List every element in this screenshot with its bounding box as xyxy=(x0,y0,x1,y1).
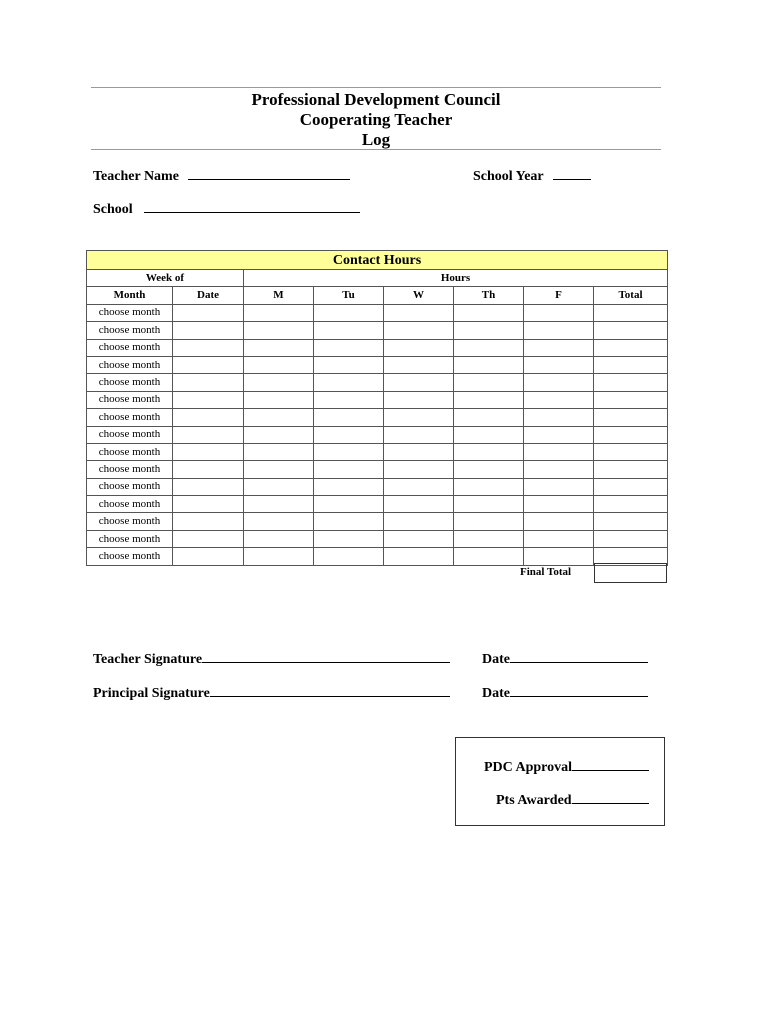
date-cell[interactable] xyxy=(173,548,244,565)
col-header-th: Th xyxy=(454,287,524,304)
title-line-2: Cooperating Teacher xyxy=(299,110,453,129)
col-header-tu: Tu xyxy=(314,287,384,304)
date-cell[interactable] xyxy=(173,374,244,391)
m-cell[interactable] xyxy=(244,530,314,547)
school-year-input[interactable] xyxy=(553,167,591,180)
month-select[interactable]: choose month xyxy=(87,496,173,513)
tu-cell[interactable] xyxy=(314,496,384,513)
teacher-name-field xyxy=(93,167,350,185)
th-cell[interactable] xyxy=(454,548,524,565)
th-cell[interactable] xyxy=(454,496,524,513)
tu-cell[interactable] xyxy=(314,339,384,356)
total-cell[interactable] xyxy=(594,374,668,391)
table-row xyxy=(87,304,668,321)
table-row xyxy=(87,496,668,513)
m-cell[interactable] xyxy=(244,513,314,530)
final-total-input[interactable] xyxy=(594,563,667,583)
m-cell[interactable] xyxy=(244,322,314,339)
pts-awarded-field xyxy=(496,791,649,809)
th-cell[interactable] xyxy=(454,374,524,391)
final-total-label: Final Total xyxy=(520,566,572,578)
table-row xyxy=(87,478,668,495)
f-cell[interactable] xyxy=(524,356,594,373)
date-cell[interactable] xyxy=(173,391,244,408)
total-cell[interactable] xyxy=(594,409,668,426)
col-header-date: Date xyxy=(173,287,244,304)
tu-cell[interactable] xyxy=(314,356,384,373)
month-select[interactable]: choose month xyxy=(87,409,173,426)
teacher-signature-label: Teacher Signature xyxy=(93,652,203,667)
tu-cell[interactable] xyxy=(314,548,384,565)
m-cell[interactable] xyxy=(244,304,314,321)
col-header-month: Month xyxy=(87,287,173,304)
approval-box xyxy=(455,737,665,826)
table-row xyxy=(87,548,668,565)
pts-awarded-label: Pts Awarded xyxy=(496,793,572,808)
m-cell[interactable] xyxy=(244,374,314,391)
m-cell[interactable] xyxy=(244,409,314,426)
month-select[interactable]: choose month xyxy=(87,322,173,339)
total-cell[interactable] xyxy=(594,339,668,356)
w-cell[interactable] xyxy=(384,339,454,356)
month-select[interactable]: choose month xyxy=(87,461,173,478)
m-cell[interactable] xyxy=(244,461,314,478)
w-cell[interactable] xyxy=(384,409,454,426)
th-cell[interactable] xyxy=(454,339,524,356)
th-cell[interactable] xyxy=(454,443,524,460)
table-row xyxy=(87,461,668,478)
w-cell[interactable] xyxy=(384,391,454,408)
table-body xyxy=(87,304,668,565)
date-cell[interactable] xyxy=(173,513,244,530)
col-header-total: Total xyxy=(594,287,668,304)
principal-date-field xyxy=(482,684,648,702)
table-row xyxy=(87,374,668,391)
m-cell[interactable] xyxy=(244,548,314,565)
date-cell[interactable] xyxy=(173,530,244,547)
total-cell[interactable] xyxy=(594,391,668,408)
tu-cell[interactable] xyxy=(314,461,384,478)
f-cell[interactable] xyxy=(524,478,594,495)
tu-cell[interactable] xyxy=(314,391,384,408)
pts-awarded-input[interactable] xyxy=(572,791,649,804)
tu-cell[interactable] xyxy=(314,409,384,426)
top-rule xyxy=(91,87,661,88)
principal-signature-input[interactable] xyxy=(210,684,450,697)
th-cell[interactable] xyxy=(454,409,524,426)
date-cell[interactable] xyxy=(173,322,244,339)
total-cell[interactable] xyxy=(594,356,668,373)
table-row xyxy=(87,409,668,426)
teacher-signature-field xyxy=(93,650,450,668)
th-cell[interactable] xyxy=(454,513,524,530)
f-cell[interactable] xyxy=(524,426,594,443)
school-year-field xyxy=(473,167,591,185)
date-cell[interactable] xyxy=(173,496,244,513)
th-cell[interactable] xyxy=(454,322,524,339)
tu-cell[interactable] xyxy=(314,530,384,547)
date-cell[interactable] xyxy=(173,409,244,426)
date-cell[interactable] xyxy=(173,339,244,356)
date-cell[interactable] xyxy=(173,478,244,495)
w-cell[interactable] xyxy=(384,461,454,478)
table-row xyxy=(87,426,668,443)
total-cell[interactable] xyxy=(594,496,668,513)
school-field xyxy=(93,200,360,218)
tu-cell[interactable] xyxy=(314,513,384,530)
m-cell[interactable] xyxy=(244,443,314,460)
f-cell[interactable] xyxy=(524,374,594,391)
table-title: Contact Hours xyxy=(87,251,668,270)
m-cell[interactable] xyxy=(244,339,314,356)
table-row xyxy=(87,391,668,408)
month-select[interactable]: choose month xyxy=(87,530,173,547)
title-line-3: Log xyxy=(361,130,391,149)
month-select[interactable]: choose month xyxy=(87,304,173,321)
w-cell[interactable] xyxy=(384,513,454,530)
title-line-1: Professional Development Council xyxy=(251,90,501,109)
tu-cell[interactable] xyxy=(314,374,384,391)
total-cell[interactable] xyxy=(594,530,668,547)
total-cell[interactable] xyxy=(594,513,668,530)
th-cell[interactable] xyxy=(454,391,524,408)
teacher-signature-input[interactable] xyxy=(202,650,450,663)
f-cell[interactable] xyxy=(524,513,594,530)
th-cell[interactable] xyxy=(454,461,524,478)
w-cell[interactable] xyxy=(384,478,454,495)
contact-hours-table xyxy=(86,250,668,566)
month-select[interactable]: choose month xyxy=(87,356,173,373)
date-cell[interactable] xyxy=(173,356,244,373)
col-header-m: M xyxy=(244,287,314,304)
f-cell[interactable] xyxy=(524,548,594,565)
table-row xyxy=(87,339,668,356)
month-select[interactable]: choose month xyxy=(87,478,173,495)
date-cell[interactable] xyxy=(173,426,244,443)
tu-cell[interactable] xyxy=(314,426,384,443)
m-cell[interactable] xyxy=(244,426,314,443)
week-of-header: Week of xyxy=(87,270,244,287)
month-select[interactable]: choose month xyxy=(87,513,173,530)
m-cell[interactable] xyxy=(244,478,314,495)
tu-cell[interactable] xyxy=(314,443,384,460)
teacher-name-label: Teacher Name xyxy=(93,169,179,184)
school-label: School xyxy=(93,202,133,217)
w-cell[interactable] xyxy=(384,548,454,565)
th-cell[interactable] xyxy=(454,478,524,495)
total-cell[interactable] xyxy=(594,478,668,495)
teacher-name-input[interactable] xyxy=(188,167,350,180)
tu-cell[interactable] xyxy=(314,478,384,495)
th-cell[interactable] xyxy=(454,426,524,443)
month-select[interactable]: choose month xyxy=(87,391,173,408)
col-header-f: F xyxy=(524,287,594,304)
school-year-label: School Year xyxy=(473,169,544,184)
principal-signature-label: Principal Signature xyxy=(93,686,210,701)
month-select[interactable]: choose month xyxy=(87,374,173,391)
f-cell[interactable] xyxy=(524,461,594,478)
w-cell[interactable] xyxy=(384,443,454,460)
total-cell[interactable] xyxy=(594,322,668,339)
m-cell[interactable] xyxy=(244,356,314,373)
total-cell[interactable] xyxy=(594,426,668,443)
pdc-approval-input[interactable] xyxy=(572,758,649,771)
tu-cell[interactable] xyxy=(314,322,384,339)
date-cell[interactable] xyxy=(173,443,244,460)
w-cell[interactable] xyxy=(384,426,454,443)
w-cell[interactable] xyxy=(384,496,454,513)
f-cell[interactable] xyxy=(524,496,594,513)
pdc-approval-field xyxy=(484,758,649,776)
month-select[interactable]: choose month xyxy=(87,339,173,356)
page-title xyxy=(91,90,661,150)
table-row xyxy=(87,322,668,339)
f-cell[interactable] xyxy=(524,391,594,408)
total-cell[interactable] xyxy=(594,443,668,460)
date-cell[interactable] xyxy=(173,461,244,478)
principal-date-label: Date xyxy=(482,686,510,701)
teacher-date-label: Date xyxy=(482,652,510,667)
month-select[interactable]: choose month xyxy=(87,443,173,460)
pdc-approval-label: PDC Approval xyxy=(484,760,573,775)
hours-header: Hours xyxy=(244,270,668,287)
w-cell[interactable] xyxy=(384,530,454,547)
w-cell[interactable] xyxy=(384,374,454,391)
f-cell[interactable] xyxy=(524,409,594,426)
table-row xyxy=(87,530,668,547)
school-input[interactable] xyxy=(144,200,360,213)
total-cell[interactable] xyxy=(594,304,668,321)
total-cell[interactable] xyxy=(594,461,668,478)
th-cell[interactable] xyxy=(454,530,524,547)
col-header-w: W xyxy=(384,287,454,304)
f-cell[interactable] xyxy=(524,339,594,356)
m-cell[interactable] xyxy=(244,496,314,513)
f-cell[interactable] xyxy=(524,304,594,321)
date-cell[interactable] xyxy=(173,304,244,321)
th-cell[interactable] xyxy=(454,304,524,321)
bottom-rule xyxy=(91,149,661,150)
principal-signature-field xyxy=(93,684,450,702)
table-row xyxy=(87,443,668,460)
f-cell[interactable] xyxy=(524,443,594,460)
m-cell[interactable] xyxy=(244,391,314,408)
teacher-date-input[interactable] xyxy=(510,650,648,663)
w-cell[interactable] xyxy=(384,322,454,339)
table-row xyxy=(87,356,668,373)
w-cell[interactable] xyxy=(384,356,454,373)
th-cell[interactable] xyxy=(454,356,524,373)
f-cell[interactable] xyxy=(524,322,594,339)
w-cell[interactable] xyxy=(384,304,454,321)
month-select[interactable]: choose month xyxy=(87,548,173,565)
principal-date-input[interactable] xyxy=(510,684,648,697)
month-select[interactable]: choose month xyxy=(87,426,173,443)
table-row xyxy=(87,513,668,530)
teacher-date-field xyxy=(482,650,648,668)
f-cell[interactable] xyxy=(524,530,594,547)
tu-cell[interactable] xyxy=(314,304,384,321)
